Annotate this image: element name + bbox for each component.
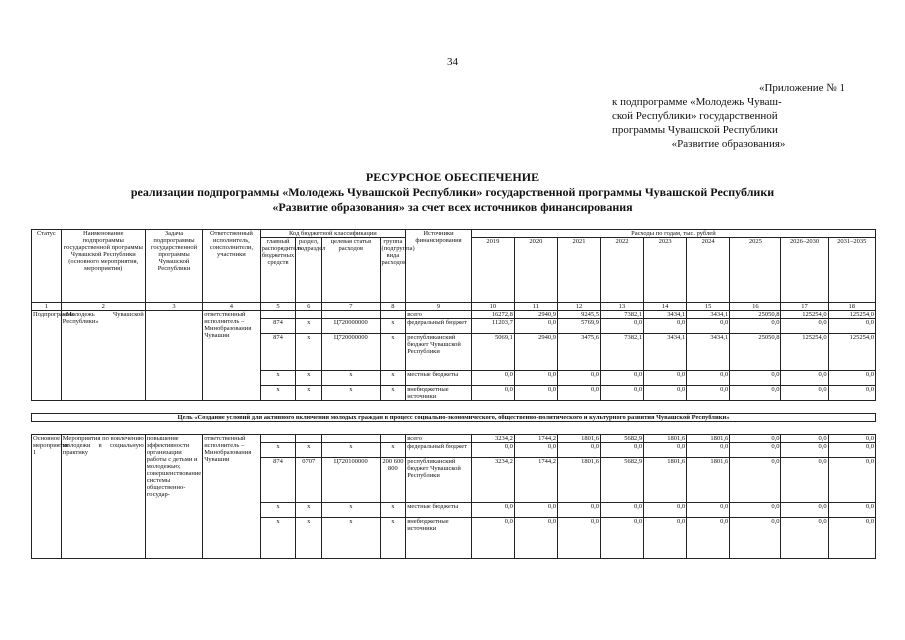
cell-value: 11203,7	[471, 319, 514, 334]
cell-value: 0,0	[471, 443, 514, 458]
cell-value: 0,0	[781, 435, 828, 443]
cell-group-code: х	[380, 386, 406, 401]
cell-value: 3234,2	[471, 458, 514, 503]
header-expenses: Расходы по годам, тыс. рублей	[471, 230, 875, 238]
cell-value: 0,0	[601, 518, 644, 559]
cell-target-code: Ц720100000	[322, 458, 380, 503]
cell-section-code: х	[296, 503, 322, 518]
cell-value: 5682,9	[601, 435, 644, 443]
document-subtitle-2: «Развитие образования» за счет всех источников финансирования	[272, 200, 633, 214]
cell-section-code: х	[296, 319, 322, 334]
cell-target-code: Ц720000000	[322, 319, 380, 334]
cell-value: 0,0	[601, 371, 644, 386]
cell-value: 0,0	[781, 443, 828, 458]
cell-source: всего	[406, 311, 472, 319]
cell-value: 0,0	[730, 458, 781, 503]
cell-chief-code	[260, 435, 296, 443]
cell-source: республиканский бюджет Чувашской Республики	[406, 458, 472, 503]
row-name: Мероприятия по вовлечению молодежи в социальную практику	[61, 435, 145, 559]
cell-value: 0,0	[514, 443, 557, 458]
cell-value: 0,0	[687, 371, 730, 386]
cell-chief-code: 874	[260, 319, 296, 334]
cell-target-code	[322, 311, 380, 319]
cell-value: 1801,6	[644, 435, 687, 443]
annex-reference	[612, 81, 845, 151]
cell-value: 9245,5	[557, 311, 600, 319]
cell-chief-code	[260, 311, 296, 319]
cell-value: 0,0	[557, 371, 600, 386]
cell-value: 25050,8	[730, 334, 781, 371]
header-year: 2019	[471, 238, 514, 303]
table-row	[32, 435, 876, 443]
cell-value: 0,0	[644, 518, 687, 559]
cell-value: 0,0	[828, 518, 875, 559]
cell-value: 0,0	[514, 518, 557, 559]
row-executor: ответственный исполнитель – Минобразования Чувашии	[203, 435, 260, 559]
cell-value: 125254,0	[828, 311, 875, 319]
cell-value: 0,0	[687, 443, 730, 458]
annex-line-5: «Развитие образования»	[671, 138, 786, 150]
column-number: 6	[296, 303, 322, 311]
column-number: 15	[687, 303, 730, 311]
column-number: 4	[203, 303, 260, 311]
cell-value: 1801,6	[644, 458, 687, 503]
cell-value: 7382,1	[601, 334, 644, 371]
header-year: 2025	[730, 238, 781, 303]
header-status: Статус	[32, 230, 62, 303]
cell-value: 0,0	[471, 503, 514, 518]
cell-value: 0,0	[730, 443, 781, 458]
header-target: целевая статья расходов	[322, 238, 380, 303]
column-number: 18	[828, 303, 875, 311]
column-number: 12	[557, 303, 600, 311]
cell-value: 5682,9	[601, 458, 644, 503]
cell-value: 1744,2	[514, 435, 557, 443]
cell-section-code: х	[296, 443, 322, 458]
cell-target-code: х	[322, 518, 380, 559]
cell-chief-code: х	[260, 371, 296, 386]
column-number: 14	[644, 303, 687, 311]
resource-table	[31, 229, 876, 559]
cell-value: 0,0	[781, 518, 828, 559]
goal-heading: Цель «Создание условий для активного включения молодых граждан в процесс социально-экономического, общественно-политического и культурного развития Чувашской Республики»	[32, 414, 876, 422]
cell-value: 2940,9	[514, 334, 557, 371]
column-number: 13	[601, 303, 644, 311]
header-executor: Ответственный исполнитель, соисполнители, участники	[203, 230, 260, 303]
cell-value: 125254,0	[781, 311, 828, 319]
cell-section-code: х	[296, 518, 322, 559]
header-chief: главный распорядитель бюджетных средств	[260, 238, 296, 303]
cell-value: 125254,0	[828, 334, 875, 371]
cell-value: 3434,1	[644, 334, 687, 371]
cell-value: 0,0	[730, 371, 781, 386]
cell-chief-code: х	[260, 518, 296, 559]
cell-value: 0,0	[514, 503, 557, 518]
cell-value: 1801,6	[557, 435, 600, 443]
cell-group-code	[380, 435, 406, 443]
cell-group-code: х	[380, 503, 406, 518]
annex-line-4: программы Чувашской Республики	[612, 124, 778, 136]
header-year: 2031–2035	[828, 238, 875, 303]
cell-source: всего	[406, 435, 472, 443]
cell-value: 7382,1	[601, 311, 644, 319]
cell-value: 0,0	[601, 319, 644, 334]
annex-line-1: «Приложение № 1	[758, 82, 845, 94]
cell-section-code	[296, 311, 322, 319]
header-year: 2026–2030	[781, 238, 828, 303]
cell-value: 1744,2	[514, 458, 557, 503]
header-year: 2022	[601, 238, 644, 303]
cell-value: 0,0	[687, 518, 730, 559]
cell-value: 1801,6	[687, 435, 730, 443]
cell-value: 0,0	[828, 458, 875, 503]
cell-value: 0,0	[644, 443, 687, 458]
cell-group-code: 200 600 800	[380, 458, 406, 503]
document-subtitle-1: реализации подпрограммы «Молодежь Чувашской Республики» государственной программы Чувашской Республики	[130, 185, 775, 199]
cell-source: федеральный бюджет	[406, 443, 472, 458]
cell-value: 0,0	[828, 319, 875, 334]
cell-value: 0,0	[730, 518, 781, 559]
cell-value: 0,0	[828, 503, 875, 518]
row-executor: ответственный исполнитель – Минобразования Чувашии	[203, 311, 260, 401]
cell-chief-code: х	[260, 386, 296, 401]
cell-value: 0,0	[557, 443, 600, 458]
cell-value: 0,0	[781, 458, 828, 503]
cell-target-code: х	[322, 386, 380, 401]
cell-value: 0,0	[828, 371, 875, 386]
cell-value: 0,0	[644, 371, 687, 386]
table-row	[32, 311, 876, 319]
column-number: 7	[322, 303, 380, 311]
header-name: Наименование подпрограммы государственной программы Чувашской Республики (основного мероприятия, мероприятия)	[61, 230, 145, 303]
cell-target-code: х	[322, 443, 380, 458]
cell-value: 0,0	[644, 319, 687, 334]
annex-line-2: к подпрограмме «Молодежь Чуваш-	[612, 96, 782, 108]
cell-group-code: х	[380, 334, 406, 371]
document-title: РЕСУРСНОЕ ОБЕСПЕЧЕНИЕ	[365, 170, 540, 184]
spacer-row	[32, 422, 876, 435]
column-number: 10	[471, 303, 514, 311]
cell-target-code: х	[322, 371, 380, 386]
cell-source: местные бюджеты	[406, 503, 472, 518]
cell-chief-code: х	[260, 503, 296, 518]
cell-value: 0,0	[601, 386, 644, 401]
cell-value: 0,0	[644, 386, 687, 401]
cell-value: 16272,8	[471, 311, 514, 319]
annex-line-3: ской Республики» государственной	[612, 110, 778, 122]
cell-value: 0,0	[644, 503, 687, 518]
header-year: 2020	[514, 238, 557, 303]
cell-value: 2940,9	[514, 311, 557, 319]
cell-value: 0,0	[730, 319, 781, 334]
row-task: повышение эффективности организации работы с детьми и молодежью; совершенствование системы общественно-государ-	[145, 435, 202, 559]
header-year: 2023	[644, 238, 687, 303]
page-number: 34	[447, 56, 458, 68]
cell-value: 0,0	[687, 386, 730, 401]
spacer-row	[32, 401, 876, 414]
cell-value: 0,0	[557, 503, 600, 518]
cell-value: 3475,6	[557, 334, 600, 371]
cell-group-code: х	[380, 443, 406, 458]
header-sources: Источники финансирования	[406, 230, 472, 303]
cell-value: 0,0	[471, 518, 514, 559]
header-year: 2021	[557, 238, 600, 303]
cell-value: 1801,6	[557, 458, 600, 503]
cell-value: 5769,9	[557, 319, 600, 334]
cell-value: 3434,1	[644, 311, 687, 319]
cell-value: 25050,8	[730, 311, 781, 319]
cell-source: республиканский бюджет Чувашской Республики	[406, 334, 472, 371]
column-number: 11	[514, 303, 557, 311]
cell-value: 0,0	[687, 503, 730, 518]
column-number: 5	[260, 303, 296, 311]
header-task: Задача подпрограммы государственной программы Чувашской Республики	[145, 230, 202, 303]
cell-source: федеральный бюджет	[406, 319, 472, 334]
cell-target-code	[322, 435, 380, 443]
row-status: Основное мероприятие 1	[32, 435, 62, 559]
header-budget-code: Код бюджетной классификации	[260, 230, 406, 238]
row-task	[145, 311, 202, 401]
cell-source: внебюджетные источники	[406, 386, 472, 401]
row-name: «Молодежь Чувашской Республики»	[61, 311, 145, 401]
cell-value: 0,0	[828, 443, 875, 458]
cell-value: 0,0	[828, 386, 875, 401]
cell-section-code: х	[296, 371, 322, 386]
cell-value: 0,0	[687, 319, 730, 334]
cell-target-code: Ц720000000	[322, 334, 380, 371]
column-number: 1	[32, 303, 62, 311]
cell-value: 0,0	[514, 386, 557, 401]
column-number: 16	[730, 303, 781, 311]
cell-value: 0,0	[781, 386, 828, 401]
cell-value: 0,0	[730, 503, 781, 518]
cell-value: 0,0	[781, 319, 828, 334]
cell-value: 0,0	[471, 386, 514, 401]
cell-value: 0,0	[557, 518, 600, 559]
cell-section-code: х	[296, 386, 322, 401]
cell-chief-code: 874	[260, 334, 296, 371]
column-number: 3	[145, 303, 202, 311]
column-number: 2	[61, 303, 145, 311]
cell-value: 5069,1	[471, 334, 514, 371]
column-number: 9	[406, 303, 472, 311]
cell-group-code: х	[380, 518, 406, 559]
cell-source: внебюджетные источники	[406, 518, 472, 559]
cell-value: 0,0	[730, 435, 781, 443]
cell-value: 0,0	[781, 503, 828, 518]
cell-value: 1801,6	[687, 458, 730, 503]
header-section: раздел, подраздел	[296, 238, 322, 303]
cell-group-code	[380, 311, 406, 319]
cell-section-code: 0707	[296, 458, 322, 503]
cell-value: 0,0	[514, 319, 557, 334]
cell-group-code: х	[380, 319, 406, 334]
cell-value: 125254,0	[781, 334, 828, 371]
cell-value: 0,0	[601, 503, 644, 518]
cell-value: 3434,1	[687, 334, 730, 371]
cell-target-code: х	[322, 503, 380, 518]
cell-chief-code: х	[260, 443, 296, 458]
cell-value: 0,0	[828, 435, 875, 443]
cell-group-code: х	[380, 371, 406, 386]
row-status: Подпрограмма	[32, 311, 62, 401]
cell-section-code: х	[296, 334, 322, 371]
cell-value: 0,0	[781, 371, 828, 386]
cell-source: местные бюджеты	[406, 371, 472, 386]
column-number: 8	[380, 303, 406, 311]
cell-value: 0,0	[601, 443, 644, 458]
cell-value: 3434,1	[687, 311, 730, 319]
cell-value: 0,0	[514, 371, 557, 386]
cell-value: 0,0	[557, 386, 600, 401]
cell-section-code	[296, 435, 322, 443]
header-group: группа (подгруппа) вида расходов	[380, 238, 406, 303]
header-year: 2024	[687, 238, 730, 303]
cell-chief-code: 874	[260, 458, 296, 503]
cell-value: 0,0	[730, 386, 781, 401]
cell-value: 0,0	[471, 371, 514, 386]
cell-value: 3234,2	[471, 435, 514, 443]
column-number: 17	[781, 303, 828, 311]
